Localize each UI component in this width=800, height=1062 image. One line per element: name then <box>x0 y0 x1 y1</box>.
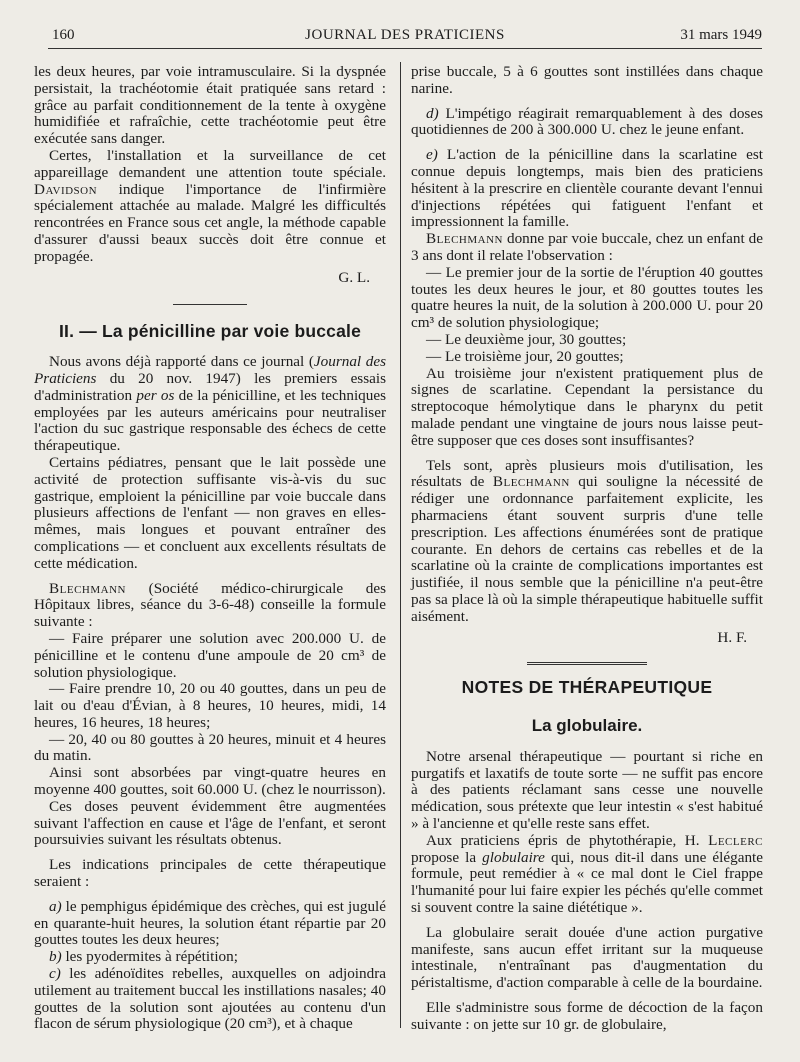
paragraph: Ces doses peuvent évidemment être augmentées suivant l'affection en cause et l'âge de l'enfant, et seront poursuivies suivant les résultats obtenus. <box>34 797 386 849</box>
separator <box>527 662 647 665</box>
list-item: a) le pemphigus épidémique des crèches, qui est jugulé en quarante-huit heures, la solution étant répartie par 20 gouttes toutes les deux heures; <box>34 897 386 949</box>
paragraph: prise buccale, 5 à 6 gouttes sont instillées dans chaque narine. <box>411 63 763 97</box>
signature: G. L. <box>338 268 370 286</box>
list-item: c) les adénoïdites rebelles, auxquelles on adjoindra utilement au traitement buccal les instillations nasales; 40 gouttes de la solution sont ajoutées au contenu d'un flacon de sérum physiologique (20 cm³), et à chaque <box>34 965 387 1033</box>
paragraph: — 20, 40 ou 80 gouttes à 20 heures, minuit et 4 heures du matin. <box>34 730 386 765</box>
paragraph: Elle s'administre sous forme de décoction de la façon suivante : on jette sur 10 gr. de globulaire, <box>411 999 763 1033</box>
list-item: d) L'impétigo réagirait remarquablement à des doses quotidiennes de 200 à 300.000 U. chez le jeune enfant. <box>411 104 763 139</box>
paragraph: Blechmann donne par voie buccale, chez un enfant de 3 ans dont il relate l'observation : <box>411 230 764 264</box>
page-header <box>48 24 762 48</box>
list-item: e) L'action de la pénicilline dans la scarlatine est connue depuis longtemps, mais bien des praticiens hésitent à la prescrire en clientèle courante devant l'ennui d'injections répétées qui fatiguent l'enfant et impressionnent la famille. <box>411 146 764 231</box>
paragraph: — Faire prendre 10, 20 ou 40 gouttes, dans un peu de lait ou d'eau d'Évian, à 8 heures, 10 heures, midi, 14 heures, 16 heures, 18 heures; <box>34 680 386 731</box>
separator <box>173 304 247 305</box>
paragraph: — Faire préparer une solution avec 200.000 U. de pénicilline et le contenu d'une ampoule de 20 cm³ de solution physiologique. <box>34 629 386 681</box>
paragraph: — Le deuxième jour, 30 gouttes; <box>426 330 627 348</box>
paragraph: Certains pédiatres, pensant que le lait possède une activité de protection suffisante vis-à-vis du suc gastrique, emploient la pénicilline par voie buccale dans plusieurs affections de l'enfant — non graves en elles-mêmes, mais longues et pouvant entraîner des complications — et concluent aux excellents résultats de cette médication. <box>34 453 386 572</box>
author-name: Leclerc <box>708 831 764 849</box>
paragraph: Nous avons déjà rapporté dans ce journal (Journal des Praticiens du 20 nov. 1947) les premiers essais d'administration per os de la pénicilline, et les techniques employées par les auteurs américains pour neutraliser l'action du suc gastrique responsable des échecs de cette thérapeutique. <box>34 353 387 455</box>
right-column <box>411 64 763 1034</box>
author-name: Davidson <box>34 180 98 198</box>
paragraph: Tels sont, après plusieurs mois d'utilisation, les résultats de Blechmann qui souligne la nécessité de rédiger une ordonnance parfaitement explicite, les pharmaciens étant souvent surpris d'une telle prescription. Les affections énumérées sont de pratique courante. En dehors de certains cas rebelles et de la scarlatine où la crainte de complications importantes est justifiée, il nous semble que la pénicilline n'a peut-être pas sa place là où la simple thérapeutique habituelle suffit aisément. <box>411 456 764 625</box>
signature: H. F. <box>717 628 747 646</box>
subsection-title: La globulaire. <box>531 716 643 736</box>
column-divider <box>400 62 401 1028</box>
journal-title: JOURNAL DES PRATICIENS <box>305 27 505 43</box>
header-rule <box>48 48 762 49</box>
paragraph: Au troisième jour n'existent pratiquement plus de signes de scarlatine. Cependant la persistance du streptocoque hémolytique dans le pharynx du petit malade pendant une vingtaine de jours nous laisse peut-être supposer que ces doses sont insuffisantes? <box>411 364 763 449</box>
page-number: 160 <box>52 27 75 43</box>
issue-date: 31 mars 1949 <box>680 27 762 43</box>
paragraph: Notre arsenal thérapeutique — pourtant si riche en purgatifs et laxatifs de toute sorte — ne suffit pas encore à des patients réclamant sans cesse une nouvelle médication, sous prétexte que leur intestin « s'est habitué » à l'ancienne et qu'elle reste sans effet. <box>411 747 763 833</box>
paragraph: Certes, l'installation et la surveillance de cet appareillage demandent une attention toute spéciale. Davidson indique l'importance de l'infirmière spécialement attachée au malade. Malgré les difficultés rencontrées en France sous cet angle, la méthode capable d'assurer d'aussi beaux succès doit être connue et propagée. <box>34 146 387 265</box>
paragraph: Blechmann (Société médico-chirurgicale des Hôpitaux libres, séance du 3-6-48) conseille la formule suivante : <box>34 579 386 631</box>
paragraph: Ainsi sont absorbées par vingt-quatre heures en moyenne 400 gouttes, soit 60.000 U. (chez le nourrisson). <box>34 764 386 799</box>
author-name: Blechmann <box>492 473 570 491</box>
paragraph: — Le troisième jour, 20 gouttes; <box>426 347 624 365</box>
paragraph: Aux praticiens épris de phytothérapie, H. Leclerc propose la globulaire qui, nous dit-il dans une élégante formule, peut remédier à « ce mal dont le Ciel frappe l'humanité pour lui faire expier les péchés qu'elle commet si souvent contre la saine diététique ». <box>411 831 764 917</box>
paragraph: Les indications principales de cette thérapeutique seraient : <box>34 856 386 891</box>
paragraph: — Le premier jour de la sortie de l'éruption 40 gouttes toutes les deux heures le jour, et 80 gouttes toutes les quatre heures la nuit, de la solution à 200.000 U. pour 20 cm³ de solution physiologique; <box>411 263 763 332</box>
paragraph: La globulaire serait douée d'une action purgative manifeste, sans aucun effet irritant sur la muqueuse intestinale, n'entraînant pas d'augmentation du péristaltisme, d'action comparable à celle de la bourdaine. <box>411 923 763 992</box>
left-column <box>34 64 386 1033</box>
author-name: Blechmann <box>49 579 126 597</box>
section-title: NOTES DE THÉRAPEUTIQUE <box>461 677 713 698</box>
paragraph: les deux heures, par voie intramusculaire. Si la dyspnée persistait, la trachéotomie était pratiquée sans retard : grâce au parfait conditionnement de la tente à oxygène humidifiée et rafraîchie, cette trachéotomie peut être exécutée sans danger. <box>34 63 386 148</box>
section-title: II. — La pénicilline par voie buccale <box>58 321 362 342</box>
author-name: Blechmann <box>426 230 503 248</box>
list-item: b) les pyodermites à répétition; <box>49 948 238 966</box>
